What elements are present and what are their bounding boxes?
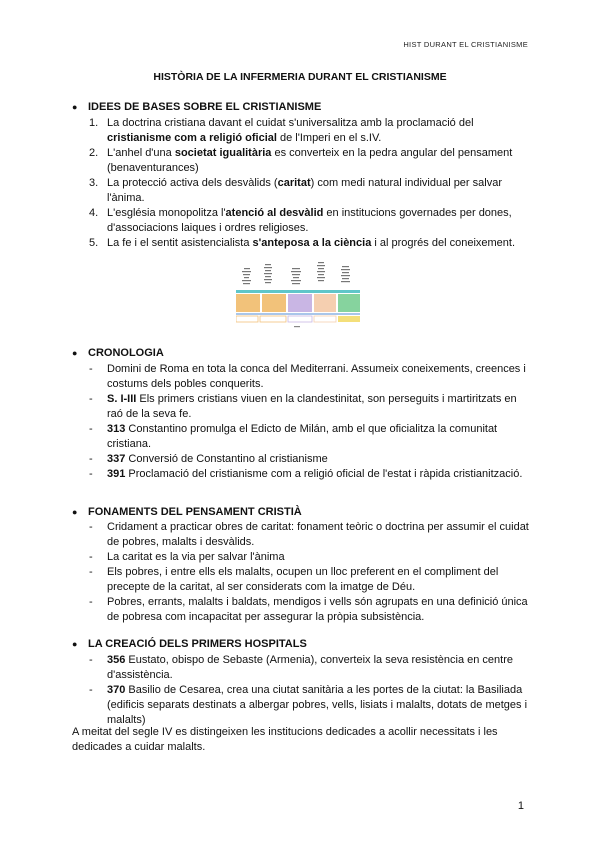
list-item: - 391 Proclamació del cristianisme com a religió oficial de l'estat i ràpida cristianització. [89,468,523,480]
diagram-caption-mark [294,326,300,327]
diagram-label-box [338,316,360,322]
diagram-block [262,294,286,312]
diagram-band [236,290,360,293]
bullet-icon: ● [72,102,78,112]
bullet-icon: ● [72,348,78,358]
list-item: - La caritat es la via per salvar l'ànima [89,551,285,563]
section-heading-hospitals [72,637,307,652]
list-item: 3. La protecció activa dels desvàlids (caritat) com medi natural individual per salvar l'ànima. [89,177,502,204]
section-heading-ideas [72,100,322,115]
list-item: - 370 Basilio de Cesarea, crea una ciutat sanitària a les portes de la ciutat: la Basiliada (edificis separats destinats a albergar pobres, vells, lisiats i malalts, dotats de metges i malalts) [89,684,528,726]
list-item: 5. La fe i el sentit asistencialista s'anteposa a la ciència i al progrés del coneixement. [89,237,516,249]
list-item: - 313 Constantino promulga el Edicto de Milán, amb el que oficialitza la comunitat cristiana. [89,423,498,450]
timeline-diagram [236,262,364,330]
list-item: - Cridament a practicar obres de caritat: fonament teòric o doctrina per assumir el cuidat de pobres, malalts i desvàlids. [89,521,529,548]
diagram-label-box [260,316,286,322]
list-item: 1. La doctrina cristiana davant el cuidat s'universalitza amb la proclamació del cristianisme com a religió oficial de l'Imperi en el s.IV. [89,117,474,144]
list-item: - Els pobres, i entre ells els malalts, ocupen un lloc preferent en el compliment del precepte de la caritat, al ser considerats com la imatge de Déu. [89,566,499,593]
diagram-band [236,313,360,315]
closing-paragraph: A meitat del segle IV es distingeixen les institucions dedicades a acollir necessitats i les dedicades a cuidar malalts. [72,726,498,753]
hospitals-list [86,653,534,728]
list-item: 2. L'anhel d'una societat igualitària es converteix en la pedra angular del pensament (benaventurances) [89,147,513,174]
diagram-block [288,294,312,312]
list-item: - Pobres, errants, malalts i baldats, mendigos i vells són agrupats en una definició única de pobresa com incapacitat per assegurar la pròpia subsistència. [89,596,528,623]
ideas-list [86,116,534,251]
section-heading-foundations [72,505,302,520]
list-item: - 356 Eustato, obispo de Sebaste (Armenia), converteix la seva resistència en centre d'assistència. [89,654,514,681]
section-heading-text: CRONOLOGIA [88,347,164,359]
diagram-label-box [236,316,258,322]
diagram-block [236,294,260,312]
section-heading-text: IDEES DE BASES SOBRE EL CRISTIANISME [88,101,322,113]
list-item: 4. L'església monopolitza l'atenció al desvàlid en institucions governades per dones, d'associacions laiques i ordres religioses. [89,207,512,234]
diagram-block [338,294,360,312]
section-heading-chronology [72,346,164,361]
section-heading-text: LA CREACIÓ DELS PRIMERS HOSPITALS [88,638,307,650]
bullet-icon: ● [72,507,78,517]
running-header: HIST DURANT EL CRISTIANISME [403,40,528,49]
bullet-icon: ● [72,639,78,649]
list-item: - 337 Conversió de Constantino al cristianisme [89,453,328,465]
list-item: - S. I-III Els primers cristians viuen en la clandestinitat, son perseguits i martiritzats en raó de la seva fe. [89,393,517,420]
diagram-block [314,294,336,312]
diagram-label-box [314,316,336,322]
chronology-list [86,362,534,482]
page-title: HISTÒRIA DE LA INFERMERIA DURANT EL CRISTIANISME [153,71,447,83]
diagram-column-marks [242,262,350,284]
section-heading-text: FONAMENTS DEL PENSAMENT CRISTIÀ [88,506,302,518]
page-number: 1 [517,800,524,812]
list-item: - Domini de Roma en tota la conca del Mediterrani. Assumeix coneixements, creences i costums dels pobles conquerits. [89,363,526,390]
foundations-list [86,520,534,625]
diagram-label-box [288,316,312,322]
